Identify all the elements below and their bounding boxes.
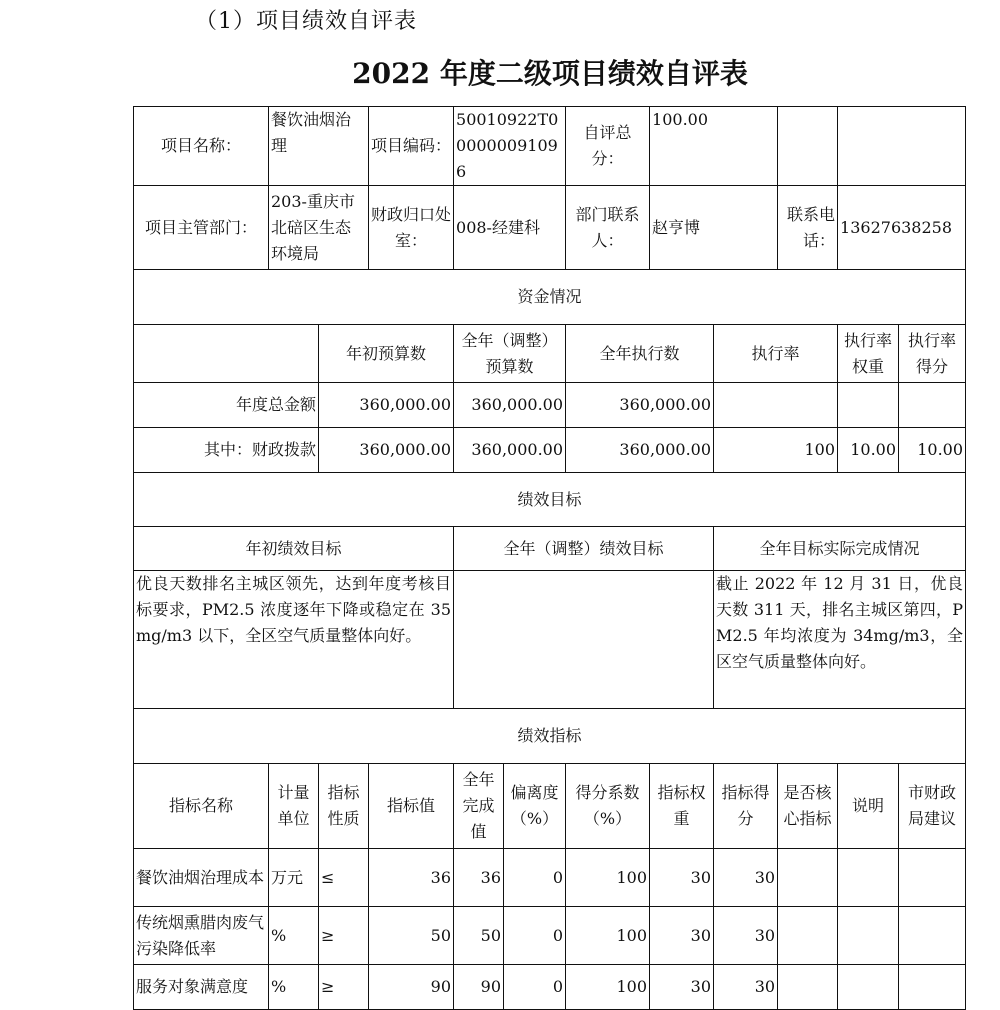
project-code-value: 500109​22T000000091096: [454, 107, 566, 186]
funds-weight: [838, 383, 899, 428]
ind-weight: 30: [650, 849, 714, 907]
ind-header-note: 说明: [838, 764, 899, 849]
project-code-label: 项目编码：: [369, 107, 454, 186]
goals-adjusted-text: [454, 571, 714, 709]
ind-value: 36: [369, 849, 454, 907]
ind-nature: ≥: [319, 965, 369, 1010]
ind-unit: %: [269, 965, 319, 1010]
ind-unit: 万元: [269, 849, 319, 907]
ind-note: [838, 907, 899, 965]
dept-label: 项目主管部门：: [134, 186, 269, 270]
indicators-section-title: 绩效指标: [134, 709, 966, 764]
funds-adjusted: 360,000.00: [454, 383, 566, 428]
empty-cell: [838, 107, 966, 186]
self-score-label: 自评总分：: [566, 107, 650, 186]
ind-score: 30: [714, 849, 778, 907]
funds-row-label: 其中：财政拨款: [134, 428, 319, 473]
goals-content-row: [134, 571, 966, 709]
goals-section-title: 绩效目标: [134, 473, 966, 527]
phone-value: 13627638258: [838, 186, 966, 270]
ind-header-core: 是否核心指标: [778, 764, 838, 849]
funds-weight: 10.00: [838, 428, 899, 473]
funds-header-score: 执行率得分: [899, 325, 966, 383]
ind-coef: 100: [566, 907, 650, 965]
table-row: [134, 907, 966, 965]
goals-header-row: [134, 527, 966, 571]
ind-note: [838, 849, 899, 907]
indicators-header-row: [134, 764, 966, 849]
ind-score: 30: [714, 907, 778, 965]
project-row-1: [134, 107, 966, 186]
ind-deviation: 0: [504, 965, 566, 1010]
ind-core: [778, 849, 838, 907]
empty-cell: [134, 325, 319, 383]
ind-coef: 100: [566, 965, 650, 1010]
ind-core: [778, 907, 838, 965]
funds-adjusted: 360,000.00: [454, 428, 566, 473]
phone-label: 联系电话：: [778, 186, 838, 270]
funds-row-fiscal: [134, 428, 966, 473]
ind-header-unit: 计量单位: [269, 764, 319, 849]
ind-value: 90: [369, 965, 454, 1010]
funds-header-weight: 执行率权重: [838, 325, 899, 383]
ind-header-nature: 指标性质: [319, 764, 369, 849]
finance-office-value: 008-经建科: [454, 186, 566, 270]
ind-actual: 36: [454, 849, 504, 907]
funds-score: [899, 383, 966, 428]
funds-header-initial: 年初预算数: [319, 325, 454, 383]
funds-row-label: 年度总金额: [134, 383, 319, 428]
ind-header-advice: 市财政局建议: [899, 764, 966, 849]
funds-score: 10.00: [899, 428, 966, 473]
ind-value: 50: [369, 907, 454, 965]
evaluation-table: [133, 106, 966, 1010]
contact-person-label: 部门联系人：: [566, 186, 650, 270]
dept-value: 203-重庆市北碚区生态环境局: [269, 186, 369, 270]
goals-header-adjusted: 全年（调整）绩效目标: [454, 527, 714, 571]
ind-weight: 30: [650, 907, 714, 965]
funds-initial: 360,000.00: [319, 383, 454, 428]
ind-deviation: 0: [504, 849, 566, 907]
funds-executed: 360,000.00: [566, 428, 714, 473]
self-score-value: 100.00: [650, 107, 778, 186]
ind-header-deviation: 偏离度（%）: [504, 764, 566, 849]
ind-note: [838, 965, 899, 1010]
ind-unit: %: [269, 907, 319, 965]
ind-nature: ≥: [319, 907, 369, 965]
goals-header-initial: 年初绩效目标: [134, 527, 454, 571]
ind-advice: [899, 965, 966, 1010]
ind-header-coef: 得分系数（%）: [566, 764, 650, 849]
ind-header-weight: 指标权重: [650, 764, 714, 849]
funds-header-row: [134, 325, 966, 383]
ind-header-actual: 全年完成值: [454, 764, 504, 849]
funds-header-executed: 全年执行数: [566, 325, 714, 383]
funds-section-title: 资金情况: [134, 270, 966, 325]
ind-name: 传统烟熏腊肉废气污染降低率: [134, 907, 269, 965]
ind-deviation: 0: [504, 907, 566, 965]
contact-person-value: 赵亨博: [650, 186, 778, 270]
ind-header-score: 指标得分: [714, 764, 778, 849]
ind-actual: 50: [454, 907, 504, 965]
ind-nature: ≤: [319, 849, 369, 907]
ind-actual: 90: [454, 965, 504, 1010]
ind-advice: [899, 907, 966, 965]
goals-header-actual: 全年目标实际完成情况: [714, 527, 966, 571]
goals-initial-text: 优良天数排名主城区领先，达到年度考核目标要求，PM2.5 浓度逐年下降或稳定在 35mg/m3 以下，全区空气质量整体向好。: [134, 571, 454, 709]
funds-rate: [714, 383, 838, 428]
ind-score: 30: [714, 965, 778, 1010]
ind-advice: [899, 849, 966, 907]
funds-header-rate: 执行率: [714, 325, 838, 383]
table-row: [134, 965, 966, 1010]
funds-executed: 360,000.00: [566, 383, 714, 428]
ind-name: 餐饮油烟治理成本: [134, 849, 269, 907]
project-row-2: [134, 186, 966, 270]
indicators-section-row: [134, 709, 966, 764]
funds-row-total: [134, 383, 966, 428]
empty-cell: [778, 107, 838, 186]
finance-office-label: 财政归口处室：: [369, 186, 454, 270]
project-name-value: 餐饮油烟治理: [269, 107, 369, 186]
funds-rate: 100: [714, 428, 838, 473]
ind-core: [778, 965, 838, 1010]
document-title: 2022 年度二级项目绩效自评表: [352, 57, 748, 90]
ind-header-name: 指标名称: [134, 764, 269, 849]
funds-initial: 360,000.00: [319, 428, 454, 473]
funds-header-adjusted: 全年（调整）预算数: [454, 325, 566, 383]
goals-section-row: [134, 473, 966, 527]
ind-name: 服务对象满意度: [134, 965, 269, 1010]
ind-header-value: 指标值: [369, 764, 454, 849]
project-name-label: 项目名称：: [134, 107, 269, 186]
goals-actual-text: 截止 2022 年 12 月 31 日，优良天数 311 天，排名主城区第四，PM2.5 年均浓度为 34mg/m3，全区空气质量整体向好。: [714, 571, 966, 709]
table-row: [134, 849, 966, 907]
ind-coef: 100: [566, 849, 650, 907]
ind-weight: 30: [650, 965, 714, 1010]
funds-section-row: [134, 270, 966, 325]
section-title: （1）项目绩效自评表: [195, 9, 417, 34]
